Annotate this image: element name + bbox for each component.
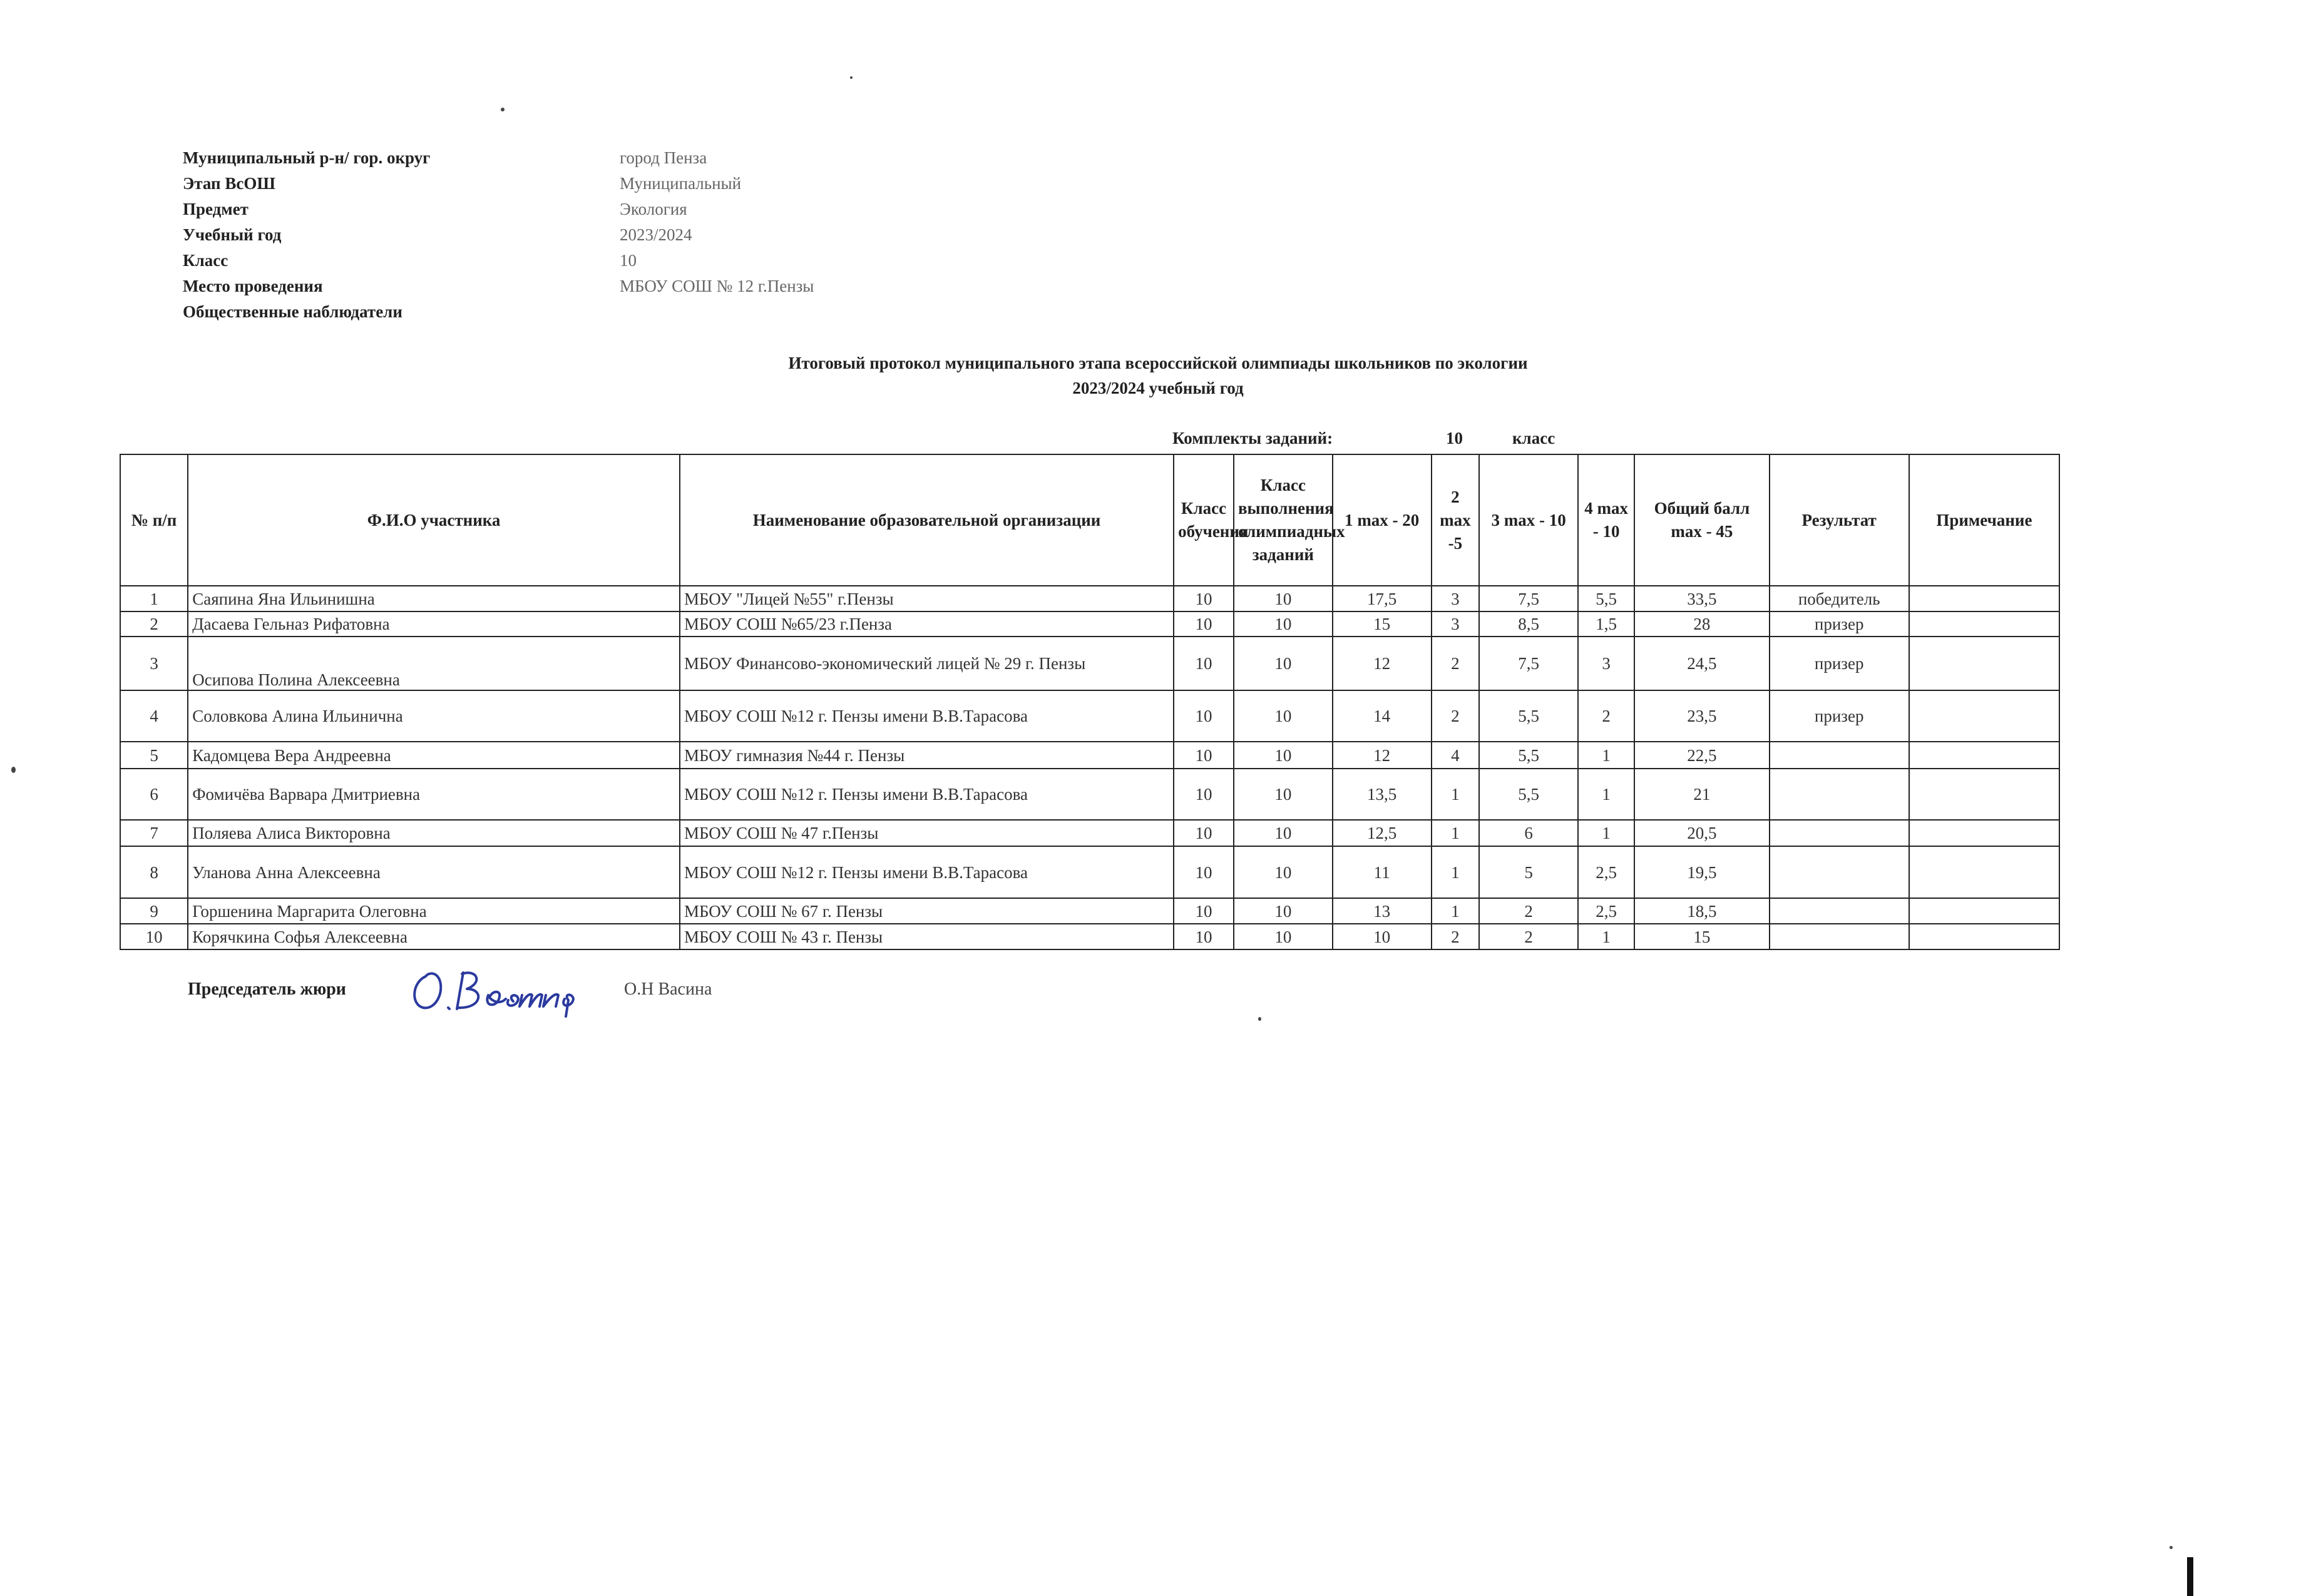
cell-note (1909, 898, 2059, 924)
jury-chair-label: Председатель жюри (188, 980, 346, 999)
header-total: Общий балл max - 45 (1634, 454, 1769, 586)
cell-grade-exec: 10 (1234, 846, 1333, 898)
table-row (120, 820, 2059, 846)
header-task3: 3 max - 10 (1479, 454, 1578, 586)
cell-grade: 10 (1174, 637, 1234, 690)
meta-label: Предмет (183, 200, 249, 218)
cell-name: Саяпина Яна Ильинишна (188, 586, 680, 611)
table-header-row (120, 454, 2059, 586)
cell-task4: 3 (1578, 637, 1634, 690)
handwritten-signature (407, 958, 620, 1017)
meta-label: Место проведения (183, 277, 323, 295)
cell-task2: 3 (1432, 586, 1480, 611)
cell-task3: 8,5 (1479, 611, 1578, 637)
cell-task1: 12 (1333, 742, 1432, 769)
cell-grade-exec: 10 (1234, 586, 1333, 611)
cell-grade: 10 (1174, 924, 1234, 949)
cell-task3: 7,5 (1479, 586, 1578, 611)
cell-note (1909, 846, 2059, 898)
cell-result (1770, 769, 1909, 820)
cell-note (1909, 742, 2059, 769)
cell-task4: 1 (1578, 924, 1634, 949)
cell-task4: 1,5 (1578, 611, 1634, 637)
cell-note (1909, 690, 2059, 742)
header-grade: Класс обучения (1174, 454, 1234, 586)
table-row (120, 690, 2059, 742)
cell-result: призер (1770, 611, 1909, 637)
cell-task1: 12 (1333, 637, 1432, 690)
header-task1: 1 max - 20 (1333, 454, 1432, 586)
jury-chair-name: О.Н Васина (624, 980, 712, 999)
cell-task2: 1 (1432, 769, 1480, 820)
cell-task3: 5,5 (1479, 769, 1578, 820)
cell-result (1770, 846, 1909, 898)
cell-task1: 10 (1333, 924, 1432, 949)
cell-grade-exec: 10 (1234, 898, 1333, 924)
cell-task3: 2 (1479, 898, 1578, 924)
header-task2: 2 max -5 (1432, 454, 1480, 586)
cell-total: 20,5 (1634, 820, 1769, 846)
table-row (120, 769, 2059, 820)
cell-task2: 1 (1432, 846, 1480, 898)
meta-value: 2023/2024 (620, 225, 692, 244)
cell-grade: 10 (1174, 742, 1234, 769)
cell-task1: 13 (1333, 898, 1432, 924)
cell-task2: 1 (1432, 898, 1480, 924)
scan-edge-mark (2187, 1557, 2193, 1596)
cell-note (1909, 820, 2059, 846)
cell-num: 1 (120, 586, 188, 611)
cell-grade: 10 (1174, 898, 1234, 924)
cell-result (1770, 820, 1909, 846)
meta-label: Этап ВсОШ (183, 174, 275, 193)
meta-label: Общественные наблюдатели (183, 302, 402, 321)
cell-total: 21 (1634, 769, 1769, 820)
cell-task2: 2 (1432, 637, 1480, 690)
title-year: 2023/2024 учебный год (1072, 379, 1244, 397)
document-title (0, 350, 2316, 401)
cell-org: МБОУ СОШ №12 г. Пензы имени В.В.Тарасова (680, 769, 1174, 820)
header-name: Ф.И.О участника (188, 454, 680, 586)
cell-total: 19,5 (1634, 846, 1769, 898)
cell-task4: 2,5 (1578, 898, 1634, 924)
meta-label: Класс (183, 251, 228, 270)
cell-grade: 10 (1174, 769, 1234, 820)
cell-task4: 1 (1578, 820, 1634, 846)
cell-task4: 1 (1578, 769, 1634, 820)
cell-org: МБОУ СОШ № 43 г. Пензы (680, 924, 1174, 949)
table-row (120, 586, 2059, 611)
cell-task1: 11 (1333, 846, 1432, 898)
cell-task2: 1 (1432, 820, 1480, 846)
cell-num: 9 (120, 898, 188, 924)
cell-result: призер (1770, 637, 1909, 690)
header-grade-exec: Класс выполнения олимпиадных заданий (1234, 454, 1333, 586)
kits-word: класс (1512, 429, 1555, 448)
cell-task4: 5,5 (1578, 586, 1634, 611)
cell-name: Дасаева Гельназ Рифатовна (188, 611, 680, 637)
cell-num: 6 (120, 769, 188, 820)
header-note: Примечание (1909, 454, 2059, 586)
cell-note (1909, 586, 2059, 611)
cell-grade-exec: 10 (1234, 637, 1333, 690)
cell-result: призер (1770, 690, 1909, 742)
table-row (120, 924, 2059, 949)
cell-num: 8 (120, 846, 188, 898)
cell-name: Фомичёва Варвара Дмитриевна (188, 769, 680, 820)
cell-org: МБОУ СОШ №12 г. Пензы имени В.В.Тарасова (680, 690, 1174, 742)
header-result: Результат (1770, 454, 1909, 586)
cell-grade-exec: 10 (1234, 769, 1333, 820)
cell-total: 33,5 (1634, 586, 1769, 611)
header-num: № п/п (120, 454, 188, 586)
cell-org: МБОУ СОШ №65/23 г.Пенза (680, 611, 1174, 637)
scan-speck (501, 108, 505, 111)
cell-note (1909, 924, 2059, 949)
cell-grade: 10 (1174, 820, 1234, 846)
cell-num: 7 (120, 820, 188, 846)
cell-task2: 3 (1432, 611, 1480, 637)
cell-note (1909, 637, 2059, 690)
cell-total: 28 (1634, 611, 1769, 637)
cell-grade: 10 (1174, 586, 1234, 611)
scan-speck (850, 76, 853, 79)
title-line: Итоговый протокол муниципального этапа всероссийской олимпиады школьников по экологии (788, 354, 1528, 372)
scan-speck (2170, 1546, 2173, 1549)
results-table (120, 454, 2060, 950)
kits-number: 10 (1446, 429, 1463, 448)
cell-task1: 13,5 (1333, 769, 1432, 820)
cell-task1: 14 (1333, 690, 1432, 742)
cell-note (1909, 769, 2059, 820)
cell-name: Соловкова Алина Ильинична (188, 690, 680, 742)
cell-org: МБОУ "Лицей №55" г.Пензы (680, 586, 1174, 611)
cell-result (1770, 742, 1909, 769)
cell-task3: 5,5 (1479, 690, 1578, 742)
cell-task2: 2 (1432, 924, 1480, 949)
meta-label: Муниципальный р-н/ гор. округ (183, 148, 431, 167)
cell-result: победитель (1770, 586, 1909, 611)
cell-task4: 2 (1578, 690, 1634, 742)
cell-grade-exec: 10 (1234, 924, 1333, 949)
table-row (120, 898, 2059, 924)
cell-task3: 6 (1479, 820, 1578, 846)
cell-note (1909, 611, 2059, 637)
table-row (120, 742, 2059, 769)
meta-value: Муниципальный (620, 174, 742, 193)
cell-grade: 10 (1174, 690, 1234, 742)
meta-value: МБОУ СОШ № 12 г.Пензы (620, 277, 814, 295)
cell-num: 2 (120, 611, 188, 637)
cell-task3: 5 (1479, 846, 1578, 898)
cell-num: 10 (120, 924, 188, 949)
cell-name: Кадомцева Вера Андреевна (188, 742, 680, 769)
cell-num: 3 (120, 637, 188, 690)
header-org: Наименование образовательной организации (680, 454, 1174, 586)
cell-total: 15 (1634, 924, 1769, 949)
meta-label: Учебный год (183, 225, 282, 244)
table-row (120, 637, 2059, 690)
meta-value: город Пенза (620, 148, 707, 167)
header-task4: 4 max - 10 (1578, 454, 1634, 586)
cell-task4: 1 (1578, 742, 1634, 769)
cell-org: МБОУ СОШ №12 г. Пензы имени В.В.Тарасова (680, 846, 1174, 898)
cell-num: 4 (120, 690, 188, 742)
cell-task4: 2,5 (1578, 846, 1634, 898)
cell-num: 5 (120, 742, 188, 769)
cell-grade-exec: 10 (1234, 690, 1333, 742)
cell-name: Уланова Анна Алексеевна (188, 846, 680, 898)
cell-task3: 2 (1479, 924, 1578, 949)
cell-grade-exec: 10 (1234, 611, 1333, 637)
cell-grade-exec: 10 (1234, 742, 1333, 769)
cell-name: Осипова Полина Алексеевна (188, 637, 680, 690)
cell-name: Корячкина Софья Алексеевна (188, 924, 680, 949)
cell-task3: 7,5 (1479, 637, 1578, 690)
meta-value: 10 (620, 251, 637, 270)
cell-total: 18,5 (1634, 898, 1769, 924)
cell-org: МБОУ Финансово-экономический лицей № 29 г. Пензы (680, 637, 1174, 690)
table-row (120, 846, 2059, 898)
cell-task1: 12,5 (1333, 820, 1432, 846)
cell-total: 23,5 (1634, 690, 1769, 742)
cell-name: Горшенина Маргарита Олеговна (188, 898, 680, 924)
table-row (120, 611, 2059, 637)
cell-grade-exec: 10 (1234, 820, 1333, 846)
cell-name: Поляева Алиса Викторовна (188, 820, 680, 846)
cell-org: МБОУ СОШ № 47 г.Пензы (680, 820, 1174, 846)
cell-task1: 17,5 (1333, 586, 1432, 611)
scan-speck (11, 767, 16, 773)
cell-task2: 4 (1432, 742, 1480, 769)
cell-result (1770, 898, 1909, 924)
cell-total: 24,5 (1634, 637, 1769, 690)
cell-task1: 15 (1333, 611, 1432, 637)
cell-org: МБОУ гимназия №44 г. Пензы (680, 742, 1174, 769)
cell-task2: 2 (1432, 690, 1480, 742)
cell-org: МБОУ СОШ № 67 г. Пензы (680, 898, 1174, 924)
cell-grade: 10 (1174, 846, 1234, 898)
meta-value: Экология (620, 200, 687, 218)
cell-task3: 5,5 (1479, 742, 1578, 769)
cell-grade: 10 (1174, 611, 1234, 637)
scan-speck (1258, 1017, 1261, 1021)
cell-result (1770, 924, 1909, 949)
kits-label: Комплекты заданий: (1172, 429, 1333, 448)
cell-total: 22,5 (1634, 742, 1769, 769)
